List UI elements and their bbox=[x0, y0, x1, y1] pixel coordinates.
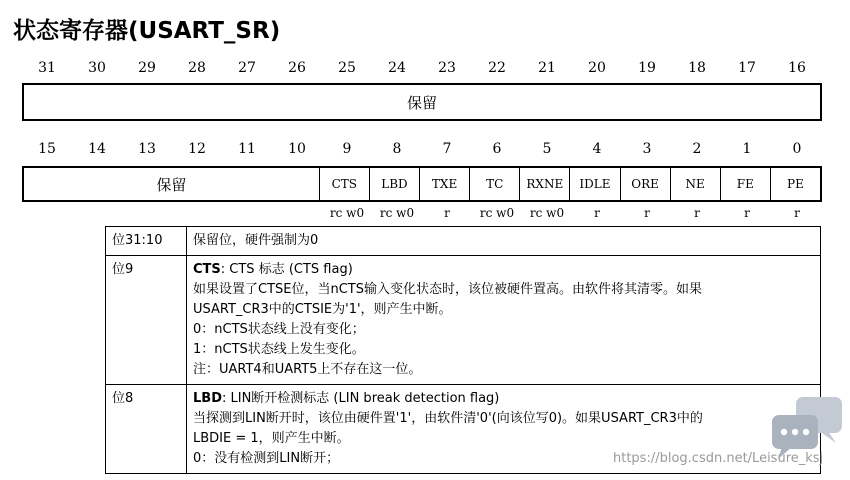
bit-number: 20 bbox=[588, 60, 606, 76]
field-tc: TC bbox=[470, 168, 520, 200]
bit-number: 16 bbox=[788, 60, 806, 76]
field-fe: FE bbox=[721, 168, 771, 200]
register-high-row bbox=[22, 83, 822, 121]
field-ore: ORE bbox=[621, 168, 671, 200]
access-type: rc w0 bbox=[529, 206, 565, 220]
access-type: r bbox=[644, 206, 650, 220]
bit-number: 3 bbox=[642, 141, 652, 157]
bit-number: 29 bbox=[138, 60, 156, 76]
description-line: 0：nCTS状态线上没有变化； bbox=[193, 322, 365, 337]
field-name: CTS bbox=[193, 262, 221, 277]
access-type: rc w0 bbox=[479, 206, 515, 220]
access-type-row bbox=[22, 206, 822, 220]
bit-number: 15 bbox=[38, 141, 56, 157]
description-line: 0：没有检测到LIN断开； bbox=[193, 451, 340, 466]
bit-number: 0 bbox=[792, 141, 802, 157]
bit-number: 13 bbox=[138, 141, 156, 157]
bit-number: 2 bbox=[692, 141, 702, 157]
bit-number: 22 bbox=[488, 60, 506, 76]
bit-range-cell: 位8 bbox=[106, 385, 187, 474]
bit-number: 24 bbox=[388, 60, 406, 76]
bit-number: 19 bbox=[638, 60, 656, 76]
description-cell bbox=[187, 256, 821, 385]
bit-range-cell: 位9 bbox=[106, 256, 187, 385]
page-title: 状态寄存器(USART_SR) bbox=[13, 18, 281, 44]
bit-number: 11 bbox=[238, 141, 256, 157]
description-heading bbox=[193, 260, 814, 280]
field-title: : CTS 标志 (CTS flag) bbox=[220, 262, 353, 277]
field-txe: TXE bbox=[420, 168, 470, 200]
field-idle: IDLE bbox=[570, 168, 620, 200]
description-line: LBDIE = 1，则产生中断。 bbox=[193, 431, 350, 446]
bit-number: 5 bbox=[542, 141, 552, 157]
bit-number: 31 bbox=[38, 60, 56, 76]
access-type: r bbox=[794, 206, 800, 220]
bit-number: 28 bbox=[188, 60, 206, 76]
description-line: 保留位，硬件强制为0 bbox=[193, 233, 319, 248]
bit-number: 1 bbox=[742, 141, 752, 157]
description-cell bbox=[187, 227, 821, 256]
description-line: 如果设置了CTSE位，当nCTS输入变化状态时，该位被硬件置高。由软件将其清零。如果 bbox=[193, 282, 702, 297]
description-line: USART_CR3中的CTSIE为'1'，则产生中断。 bbox=[193, 302, 452, 317]
field-pe: PE bbox=[787, 177, 804, 191]
bit-number: 26 bbox=[288, 60, 306, 76]
field-ne: NE bbox=[671, 168, 721, 200]
field-title: : LIN断开检测标志 (LIN break detection flag) bbox=[221, 391, 500, 406]
field-lbd: LBD bbox=[370, 168, 420, 200]
reserved-field-high: 保留 bbox=[406, 93, 437, 112]
bit-description-table bbox=[105, 226, 824, 474]
field-rxne: RXNE bbox=[520, 168, 570, 200]
access-type: r bbox=[594, 206, 600, 220]
field-name: LBD bbox=[193, 391, 222, 406]
watermark-url: https://blog.csdn.net/Leisure_ksj bbox=[613, 451, 824, 466]
bit-range-cell: 位31:10 bbox=[106, 227, 187, 256]
bit-number: 8 bbox=[392, 141, 402, 157]
bit-number: 6 bbox=[492, 141, 502, 157]
bit-number: 17 bbox=[738, 60, 756, 76]
register-low-row bbox=[22, 166, 822, 202]
access-type: r bbox=[744, 206, 750, 220]
access-type: r bbox=[694, 206, 700, 220]
description-line: 当探测到LIN断开时，该位由硬件置'1'，由软件清'0'(向该位写0)。如果USART_CR3中的 bbox=[193, 411, 703, 426]
bit-number: 18 bbox=[688, 60, 706, 76]
description-line: 注：UART4和UART5上不存在这一位。 bbox=[193, 362, 422, 377]
field-cts: CTS bbox=[320, 168, 370, 200]
reserved-field-low: 保留 bbox=[24, 168, 320, 200]
description-line: 1：nCTS状态线上发生变化。 bbox=[193, 342, 365, 357]
bit-numbers-low bbox=[22, 141, 822, 157]
access-type: r bbox=[444, 206, 450, 220]
access-type: rc w0 bbox=[329, 206, 365, 220]
description-heading bbox=[193, 389, 814, 409]
table-row bbox=[106, 227, 821, 256]
bit-number: 12 bbox=[188, 141, 206, 157]
bit-number: 7 bbox=[442, 141, 452, 157]
bit-number: 30 bbox=[88, 60, 106, 76]
bit-number: 25 bbox=[338, 60, 356, 76]
access-type: rc w0 bbox=[379, 206, 415, 220]
bit-number: 21 bbox=[538, 60, 556, 76]
bit-number: 27 bbox=[238, 60, 256, 76]
table-row bbox=[106, 256, 821, 385]
bit-number: 10 bbox=[288, 141, 306, 157]
bit-number: 14 bbox=[88, 141, 106, 157]
bit-number: 9 bbox=[342, 141, 352, 157]
bit-numbers-high bbox=[22, 60, 822, 76]
bit-number: 23 bbox=[438, 60, 456, 76]
bit-number: 4 bbox=[592, 141, 602, 157]
